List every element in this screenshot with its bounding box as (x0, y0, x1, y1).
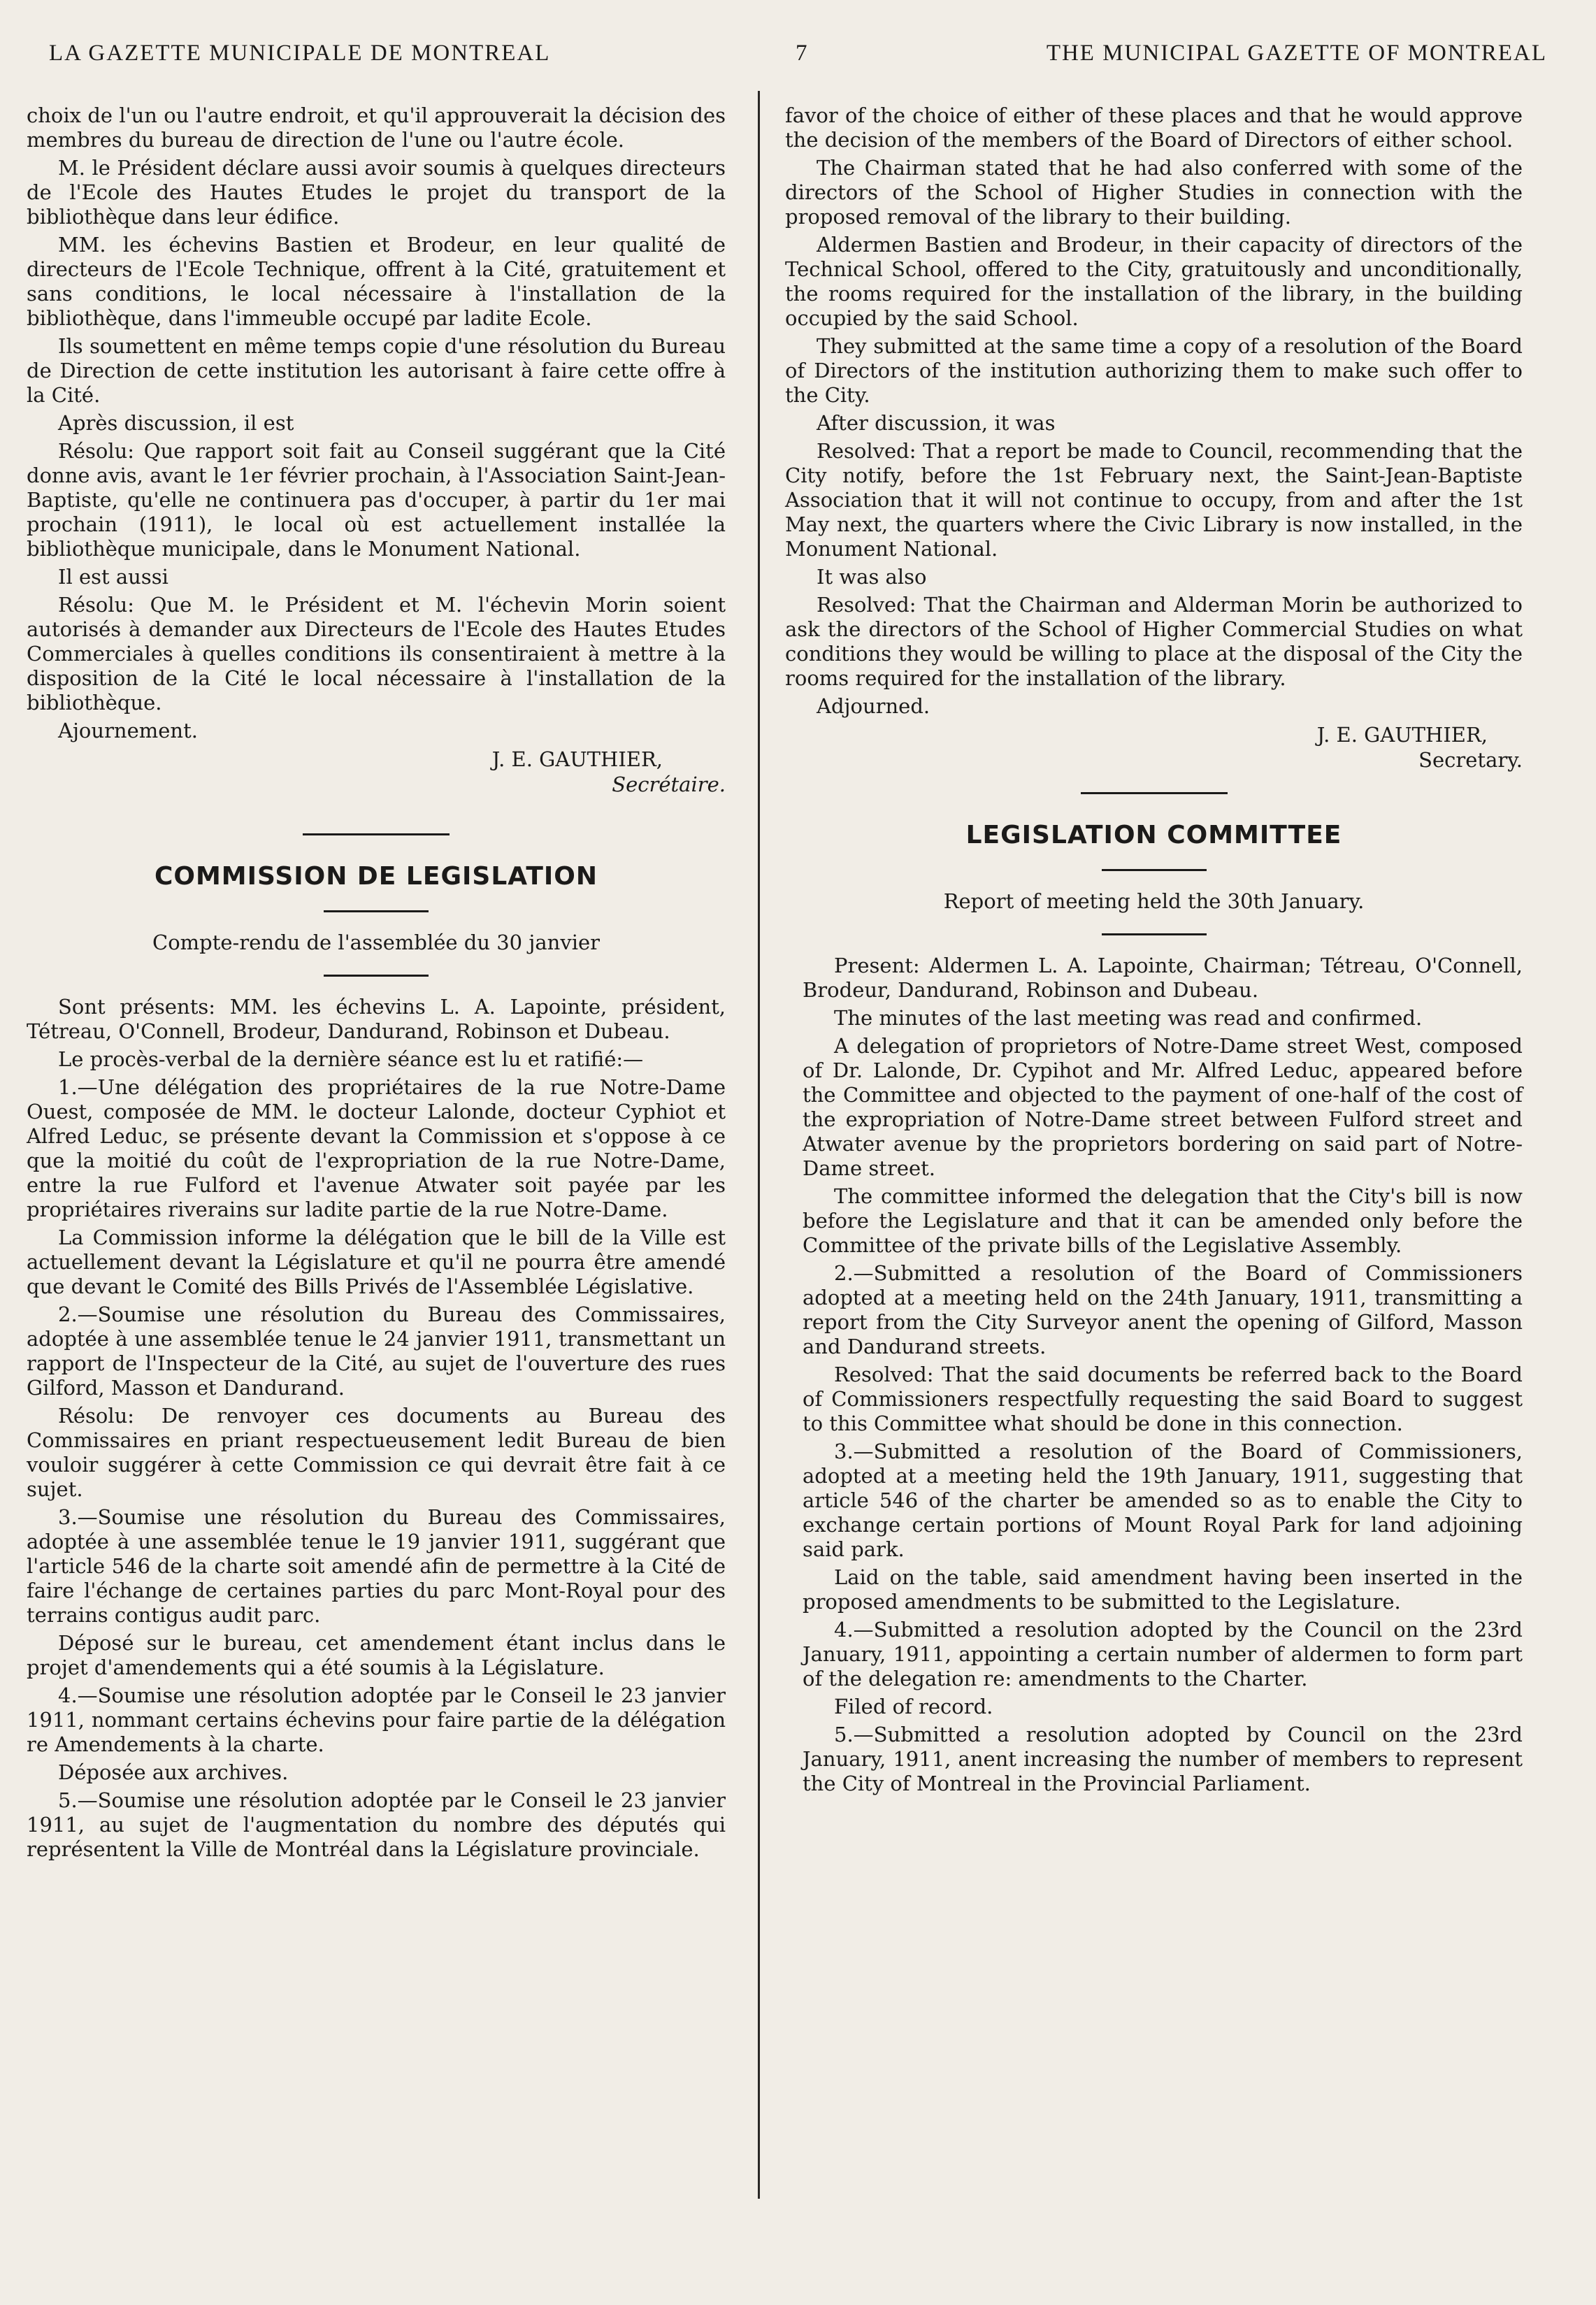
english-signature-name: J. E. GAUTHIER, (1316, 723, 1488, 747)
french-signature-title: Secrétaire. (612, 773, 726, 796)
header-title-french: LA GAZETTE MUNICIPALE DE MONTREAL (49, 41, 551, 66)
page-header (49, 41, 1547, 82)
french-paragraph: Le procès-verbal de la dernière séance est lu et ratifié:— (58, 1047, 644, 1071)
english-paragraph: The Chairman stated that he had also conferred with some of the directors of the School of Higher Studies in connection with the proposed removal of the library to their building. (785, 156, 1523, 229)
french-section-heading: COMMISSION DE LEGISLATION (154, 862, 598, 891)
section-rule (303, 833, 450, 835)
french-paragraph: M. le Président déclare aussi avoir soumis à quelques directeurs de l'Ecole des Hautes Etudes le projet du transport de la bibliothèque dans leur édifice. (27, 156, 726, 229)
heading-rule (1102, 869, 1207, 871)
french-paragraph: Ajournement. (58, 719, 198, 742)
column-divider (758, 91, 760, 2199)
english-paragraph: A delegation of proprietors of Notre-Dame street West, composed of Dr. Lalonde, Dr. Cypihot and Mr. Alfred Leduc, appeared before the Committee and objected to the payment of one-half of the cost of the expropriation of Notre-Dame street between Fulford street and Atwater avenue by the proprietors bordering on said part of Notre-Dame street. (803, 1034, 1523, 1180)
french-paragraph: 1.—Une délégation des propriétaires de la rue Notre-Dame Ouest, composée de MM. le docteur Lalonde, docteur Cyphiot et Alfred Leduc, se présente devant la Commission et s'oppose à ce que la moitié du coût de l'expropriation de la rue Notre-Dame, entre la rue Fulford et l'avenue Atwater soit payée par les propriétaires riverains sur ladite partie de la rue Notre-Dame. (27, 1075, 726, 1221)
french-subheading: Compte-rendu de l'assemblée du 30 janvier (152, 931, 600, 954)
english-paragraph: Present: Aldermen L. A. Lapointe, Chairman; Tétreau, O'Connell, Brodeur, Dandurand, Robinson and Dubeau. (803, 954, 1523, 1002)
french-signature-name: J. E. GAUTHIER, (491, 747, 663, 771)
french-paragraph: Ils soumettent en même temps copie d'une résolution du Bureau de Direction de cette institution les autorisant à faire cette offre à la Cité. (27, 334, 726, 407)
french-paragraph: Résolu: De renvoyer ces documents au Bureau des Commissaires en priant respectueusement ledit Bureau de bien vouloir suggérer à cette Commission ce qui devrait être fait à ce sujet. (27, 1404, 726, 1501)
english-paragraph: After discussion, it was (817, 411, 1056, 435)
english-paragraph: Adjourned. (817, 694, 930, 718)
french-paragraph: Après discussion, il est (58, 411, 294, 435)
french-paragraph: Déposé sur le bureau, cet amendement étant inclus dans le projet d'amendements qui a été soumis à la Législature. (27, 1631, 726, 1679)
english-paragraph: The minutes of the last meeting was read and confirmed. (834, 1006, 1423, 1030)
french-top-section (27, 103, 726, 797)
french-paragraph: 5.—Soumise une résolution adoptée par le Conseil le 23 janvier 1911, au sujet de l'augmentation du nombre des députés qui représentent la Ville de Montréal dans la Législature provinciale. (27, 1788, 726, 1861)
english-paragraph: It was also (817, 565, 927, 589)
english-paragraph: Resolved: That a report be made to Council, recommending that the City notify, before the 1st February next, the Saint-Jean-Baptiste Association that it will not continue to occupy, from and after the 1st May next, the quarters where the Civic Library is now installed, in the Monument National. (785, 439, 1523, 561)
french-paragraph: Déposée aux archives. (58, 1760, 289, 1784)
french-paragraph: 2.—Soumise une résolution du Bureau des Commissaires, adoptée à une assemblée tenue le 24 janvier 1911, transmettant un rapport de l'Inspecteur de la Cité, au sujet de l'ouverture des rues Gilford, Masson et Dandurand. (27, 1302, 726, 1400)
english-top-section (785, 103, 1523, 773)
french-paragraph: Résolu: Que rapport soit fait au Conseil suggérant que la Cité donne avis, avant le 1er février prochain, à l'Association Saint-Jean-Baptiste, qu'elle ne continuera pas d'occuper, à partir du 1er mai prochain (1911), le local où est actuellement installée la bibliothèque municipale, dans le Monument National. (27, 439, 726, 561)
english-section-heading: LEGISLATION COMMITTEE (965, 821, 1342, 849)
english-subheading: Report of meeting held the 30th January. (943, 889, 1365, 913)
english-paragraph: The committee informed the delegation that the City's bill is now before the Legislature and that it can be amended only before the Committee of the private bills of the Legislative Assembly. (803, 1184, 1523, 1257)
english-paragraph: favor of the choice of either of these places and that he would approve the decision of the members of the Board of Directors of either school. (785, 103, 1523, 152)
english-paragraph: 3.—Submitted a resolution of the Board of Commissioners, adopted at a meeting held the 19th January, 1911, suggesting that article 546 of the charter be amended so as to enable the City to exchange certain portions of Mount Royal Park for land adjoining said park. (803, 1439, 1523, 1561)
english-paragraph: 2.—Submitted a resolution of the Board of Commissioners adopted at a meeting held on the 24th January, 1911, transmitting a report from the City Surveyor anent the opening of Gilford, Masson and Dandurand streets. (803, 1261, 1523, 1358)
section-rule (1081, 792, 1228, 794)
heading-rule (324, 910, 429, 912)
french-paragraph: Sont présents: MM. les échevins L. A. Lapointe, président, Tétreau, O'Connell, Brodeur, Dandurand, Robinson et Dubeau. (27, 995, 726, 1043)
english-paragraph: Resolved: That the said documents be referred back to the Board of Commissioners respectfully requesting the said Board to suggest to this Committee what should be done in this connection. (803, 1363, 1523, 1435)
english-column (785, 103, 1523, 1800)
french-paragraph: 4.—Soumise une résolution adoptée par le Conseil le 23 janvier 1911, nommant certains échevins pour faire partie de la délégation re Amendements à la charte. (27, 1683, 726, 1756)
english-paragraph: Laid on the table, said amendment having been inserted in the proposed amendments to be submitted to the Legislature. (803, 1565, 1523, 1614)
english-paragraph: Filed of record. (834, 1695, 993, 1718)
french-paragraph: 3.—Soumise une résolution du Bureau des Commissaires, adoptée à une assemblée tenue le 19 janvier 1911, suggérant que l'article 546 de la charte soit amendé afin de permettre à la Cité de faire l'échange de certaines parties du parc Mont-Royal pour des terrains contigus audit parc. (27, 1505, 726, 1627)
english-paragraph: They submitted at the same time a copy of a resolution of the Board of Directors of the institution authorizing them to make such offer to the City. (785, 334, 1523, 407)
subheading-rule (1102, 933, 1207, 935)
french-minutes (27, 995, 726, 1862)
french-paragraph: choix de l'un ou l'autre endroit, et qu'il approuverait la décision des membres du bureau de direction de l'une ou l'autre école. (27, 103, 726, 152)
page-number: 7 (796, 41, 807, 66)
english-paragraph: 5.—Submitted a resolution adopted by Council on the 23rd January, 1911, anent increasing the number of members to represent the City of Montreal in the Provincial Parliament. (803, 1723, 1523, 1795)
english-paragraph: Resolved: That the Chairman and Alderman Morin be authorized to ask the directors of the School of Higher Commercial Studies on what conditions they would be willing to place at the disposal of the City the rooms required for the installation of the library. (785, 593, 1523, 690)
subheading-rule (324, 975, 429, 977)
french-paragraph: Résolu: Que M. le Président et M. l'échevin Morin soient autorisés à demander aux Directeurs de l'Ecole des Hautes Etudes Commerciales à quelles conditions ils consentiraient à mettre à la disposition de la Cité le local nécessaire à l'installation de la bibliothèque. (27, 593, 726, 715)
french-column (27, 103, 726, 1865)
english-paragraph: Aldermen Bastien and Brodeur, in their capacity of directors of the Technical School, offered to the City, gratuitously and unconditionally, the rooms required for the installation of the library, in the building occupied by the said School. (785, 233, 1523, 330)
french-paragraph: Il est aussi (58, 565, 168, 589)
english-minutes (785, 954, 1523, 1796)
french-paragraph: MM. les échevins Bastien et Brodeur, en leur qualité de directeurs de l'Ecole Technique, offrent à la Cité, gratuitement et sans conditions, le local nécessaire à l'installation de la bibliothèque, dans l'immeuble occupé par ladite Ecole. (27, 233, 726, 330)
header-title-english: THE MUNICIPAL GAZETTE OF MONTREAL (1046, 41, 1547, 66)
english-signature-title: Secretary. (1418, 748, 1523, 772)
english-paragraph: 4.—Submitted a resolution adopted by the Council on the 23rd January, 1911, appointing a certain number of aldermen to form part of the delegation re: amendments to the Charter. (803, 1618, 1523, 1690)
french-paragraph: La Commission informe la délégation que le bill de la Ville est actuellement devant la Législature et qu'il ne pourra être amendé que devant le Comité des Bills Privés de l'Assemblée Législative. (27, 1226, 726, 1298)
